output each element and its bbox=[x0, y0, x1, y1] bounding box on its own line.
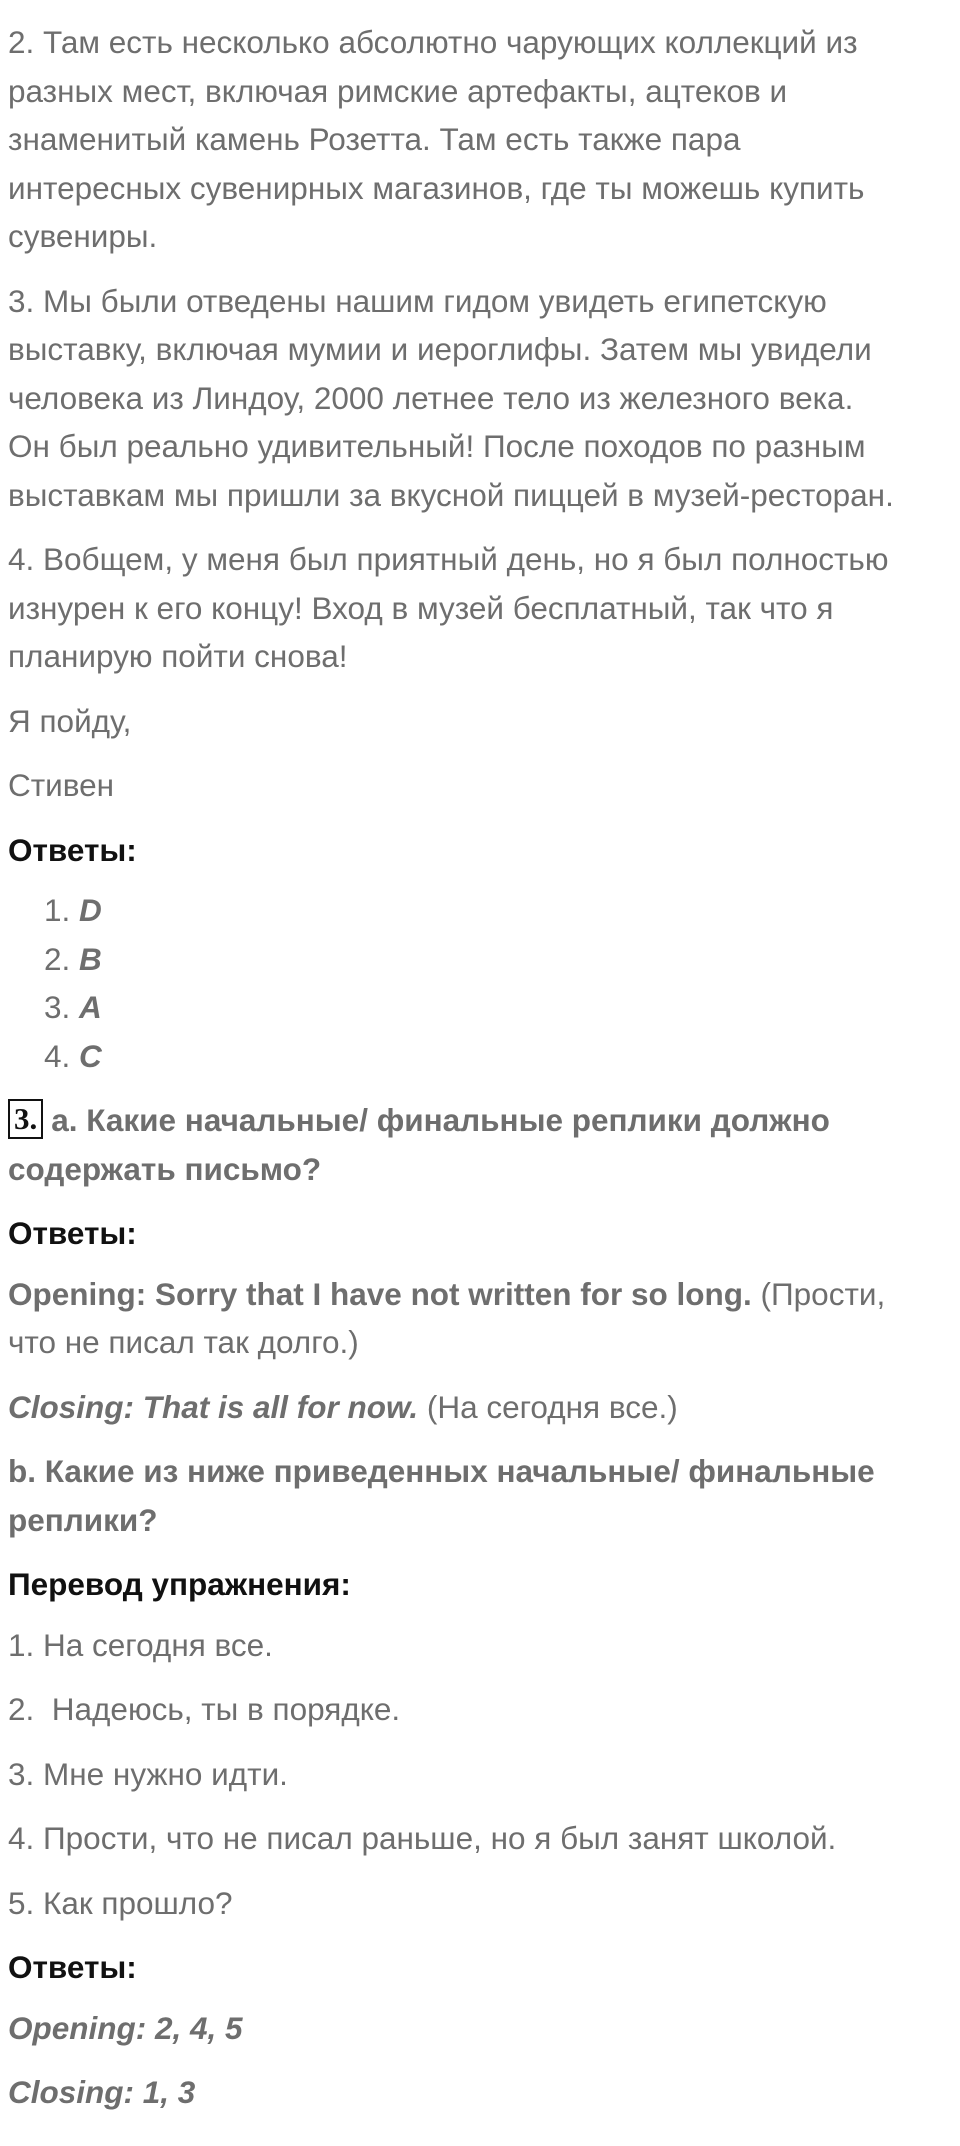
paragraph-line: что не писал так долго.) bbox=[8, 1324, 359, 1360]
paragraph-line: изнурен к его концу! Вход в музей бесплатный, так что я bbox=[8, 589, 834, 626]
paragraph-line: 2. Там есть несколько абсолютно чарующих коллекций из bbox=[8, 24, 858, 60]
paragraph-line: выставку, включая мумии и иероглифы. Затем мы увидели bbox=[8, 331, 872, 367]
answer-value: B bbox=[79, 940, 102, 977]
paragraph-line: Он был реально удивительный! После походов по разным bbox=[8, 428, 866, 464]
paragraph-line: знаменитый камень Розетта. Там есть также пара bbox=[8, 121, 741, 157]
paragraph-line: интересных сувенирных магазинов, где ты можешь купить bbox=[8, 169, 865, 206]
final-answer-opening: Opening: 2, 4, 5 bbox=[8, 2009, 243, 2046]
answer-value: C bbox=[79, 1037, 102, 1074]
closing-answer bbox=[8, 1383, 953, 1432]
closing-label: Closing: That is all for now. bbox=[8, 1388, 419, 1425]
paragraph-2 bbox=[8, 18, 953, 261]
exercise-item-1: 1. На сегодня все. bbox=[8, 1626, 273, 1663]
task-line bbox=[8, 1096, 953, 1145]
closing-translation: (На сегодня все.) bbox=[418, 1388, 678, 1425]
task-line: b. Какие из ниже приведенных начальные/ финальные bbox=[8, 1453, 875, 1489]
task-number-badge: 3. bbox=[8, 1099, 43, 1139]
list-item bbox=[44, 1032, 953, 1081]
exercise-item-3: 3. Мне нужно идти. bbox=[8, 1755, 288, 1792]
answer-number: 3. bbox=[44, 989, 71, 1025]
signature: Стивен bbox=[8, 767, 115, 803]
answers-heading: Ответы: bbox=[8, 1215, 137, 1251]
paragraph-line: сувениры. bbox=[8, 218, 158, 254]
answer-number: 4. bbox=[44, 1037, 71, 1074]
answer-number: 1. bbox=[44, 892, 71, 928]
paragraph-line: выставкам мы пришли за вкусной пиццей в музей-ресторан. bbox=[8, 476, 894, 513]
paragraph-line: планирую пойти снова! bbox=[8, 638, 348, 674]
opening-translation: (Прости, bbox=[751, 1275, 886, 1312]
exercise-item-2: 2. Надеюсь, ты в порядке. bbox=[8, 1691, 401, 1727]
list-item bbox=[44, 983, 953, 1032]
list-item bbox=[44, 935, 953, 984]
opening-label: Opening: Sorry that I have not written for so long. bbox=[8, 1275, 752, 1312]
question-a-text: а. Какие начальные/ финальные реплики должно bbox=[51, 1102, 830, 1138]
paragraph-line: 4. Вобщем, у меня был приятный день, но я был полностью bbox=[8, 541, 889, 577]
task-line: содержать письмо? bbox=[8, 1150, 322, 1187]
paragraph-line: разных мест, включая римские артефакты, ацтеков и bbox=[8, 72, 788, 109]
task-line: реплики? bbox=[8, 1501, 158, 1538]
exercise-item-5: 5. Как прошло? bbox=[8, 1884, 233, 1921]
paragraph-4 bbox=[8, 535, 953, 681]
closing-phrase: Я пойду, bbox=[8, 702, 132, 739]
opening-answer bbox=[8, 1270, 953, 1367]
document-page bbox=[8, 18, 953, 2133]
answers-heading: Ответы: bbox=[8, 831, 137, 868]
paragraph-line bbox=[8, 1270, 953, 1319]
final-answer-closing: Closing: 1, 3 bbox=[8, 2074, 196, 2110]
answers-list bbox=[8, 886, 953, 1080]
paragraph-line: 3. Мы были отведены нашим гидом увидеть египетскую bbox=[8, 282, 827, 319]
task-3-question-a bbox=[8, 1096, 953, 1193]
answer-value: D bbox=[79, 892, 102, 928]
exercise-item-4: 4. Прости, что не писал раньше, но я был занят школой. bbox=[8, 1820, 837, 1856]
question-b bbox=[8, 1447, 953, 1544]
translation-heading: Перевод упражнения: bbox=[8, 1566, 351, 1602]
list-item bbox=[44, 886, 953, 935]
paragraph-3 bbox=[8, 277, 953, 520]
answer-number: 2. bbox=[44, 940, 71, 977]
answers-heading: Ответы: bbox=[8, 1949, 137, 1985]
answer-value: A bbox=[79, 989, 102, 1025]
paragraph-line: человека из Линдоу, 2000 летнее тело из железного века. bbox=[8, 379, 854, 416]
